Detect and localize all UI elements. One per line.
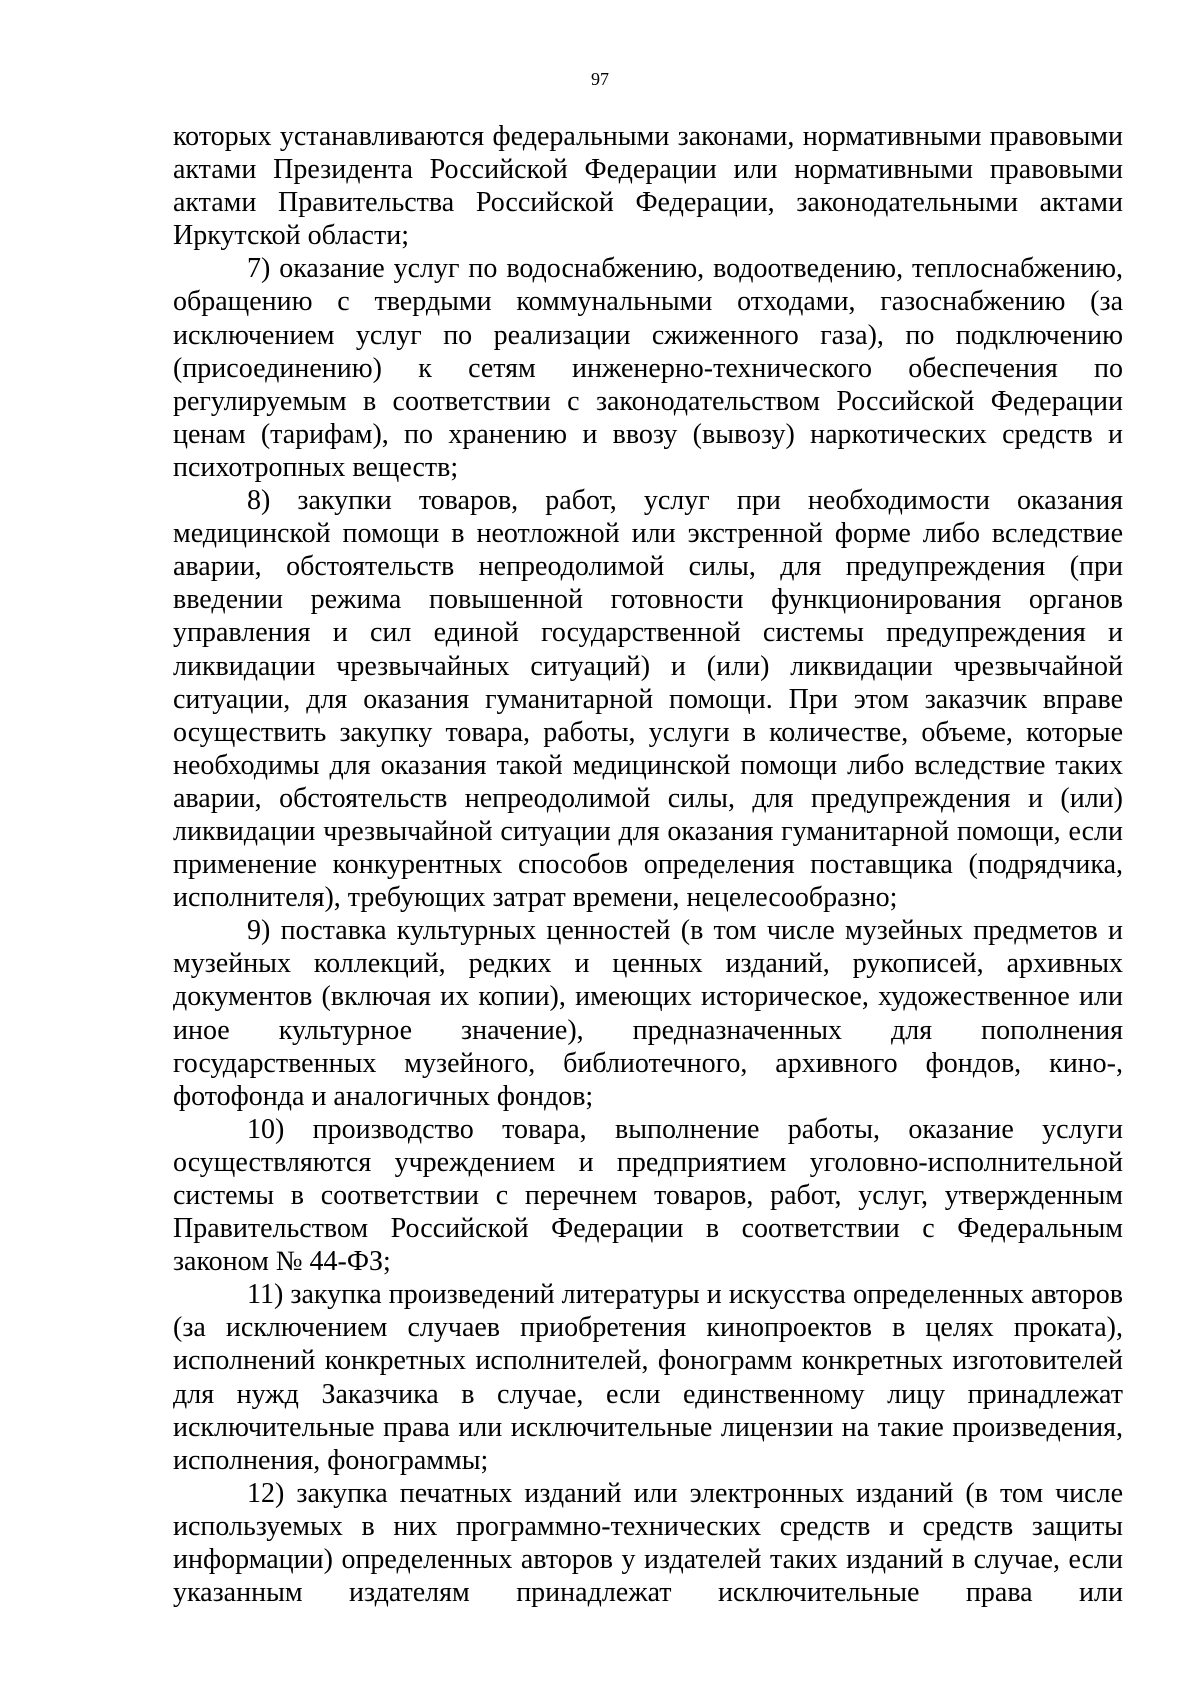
page-number: 97 <box>591 69 609 89</box>
paragraph-item-9: 9) поставка культурных ценностей (в том числе музейных предметов и музейных коллекций, редких и ценных изданий, рукописей, архивных документов (включая их копии), имеющих историческое, художественное или иное культурное значение), предназначенных для пополнения государственных музейного, библиотечного, архивного фондов, кино-, фотофонда и аналогичных фондов; <box>173 915 1123 1112</box>
paragraph-item-8: 8) закупки товаров, работ, услуг при необходимости оказания медицинской помощи в неотложной или экстренной форме либо вследствие аварии, обстоятельств непреодолимой силы, для предупреждения (при введении режима повышенной готовности функционирования органов управления и сил единой государственной системы предупреждения и ликвидации чрезвычайных ситуаций) и (или) ликвидации чрезвычайной ситуации, для оказания гуманитарной помощи. При этом заказчик вправе осуществить закупку товара, работы, услуги в количестве, объеме, которые необходимы для оказания такой медицинской помощи либо вследствие таких аварии, обстоятельств непреодолимой силы, для предупреждения и (или) ликвидации чрезвычайной ситуации для оказания гуманитарной помощи, если применение конкурентных способов определения поставщика (подрядчика, исполнителя), требующих затрат времени, нецелесообразно; <box>173 485 1123 914</box>
paragraph-item-10: 10) производство товара, выполнение работы, оказание услуги осуществляются учреждением и предприятием уголовно-исполнительной системы в соответствии с перечнем товаров, работ, услуг, утвержденным Правительством Российской Федерации в соответствии с Федеральным законом № 44-ФЗ; <box>173 1113 1123 1278</box>
paragraph-item-7: 7) оказание услуг по водоснабжению, водоотведению, теплоснабжению, обращению с твердыми коммунальными отходами, газоснабжению (за исключением услуг по реализации сжиженного газа), по подключению (присоединению) к сетям инженерно-технического обеспечения по регулируемым в соответствии с законодательством Российской Федерации ценам (тарифам), по хранению и ввозу (вывозу) наркотических средств и психотропных веществ; <box>173 253 1123 483</box>
paragraph-item-12: 12) закупка печатных изданий или электронных изданий (в том числе используемых в них программно-технических средств и средств защиты информации) определенных авторов у издателей таких изданий в случае, если указанным издателям принадлежат исключительные права или <box>173 1477 1123 1609</box>
document-body <box>173 120 1123 1609</box>
paragraph-continuation: которых устанавливаются федеральными законами, нормативными правовыми актами Президента Российской Федерации или нормативными правовыми актами Правительства Российской Федерации, законодательными актами Иркутской области; <box>173 121 1123 252</box>
paragraph-item-11: 11) закупка произведений литературы и искусства определенных авторов (за исключением случаев приобретения кинопроектов в целях проката), исполнений конкретных исполнителей, фонограмм конкретных изготовителей для нужд Заказчика в случае, если единственному лицу принадлежат исключительные права или исключительные лицензии на такие произведения, исполнения, фонограммы; <box>173 1279 1123 1476</box>
